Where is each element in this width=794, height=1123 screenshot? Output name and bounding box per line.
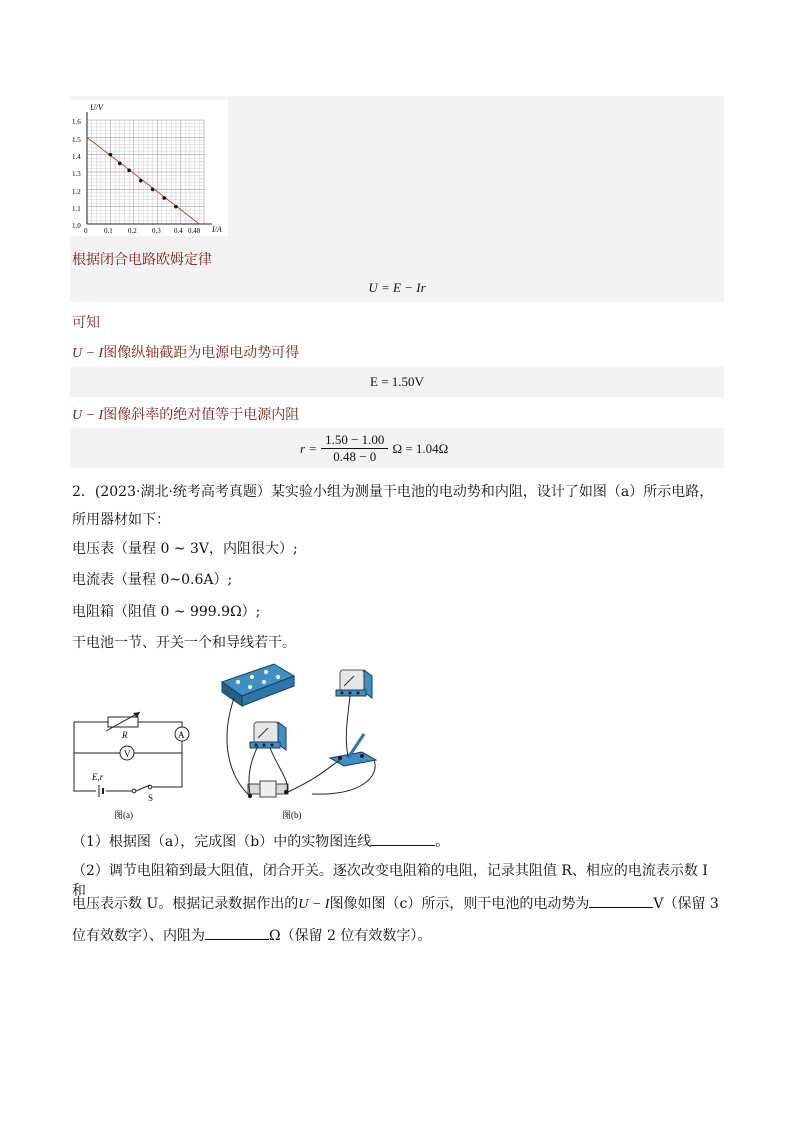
answer-blank-resistance[interactable] xyxy=(205,925,269,940)
x-tick: 0 xyxy=(84,227,88,235)
q2-text-c: 位有效数字）、内阻为 xyxy=(72,928,205,944)
equation-2: E = 1.50V xyxy=(370,374,424,389)
item-resistor-box: 电阻箱（阻值 0 ~ 999.9Ω）; xyxy=(72,604,261,620)
ammeter-label: A xyxy=(178,730,185,740)
y-tick: 1.4 xyxy=(72,153,81,161)
switch-label: S xyxy=(148,793,154,803)
ui-symbol: U − I xyxy=(72,408,104,423)
x-tick: 0.3 xyxy=(152,227,161,235)
apparatus-diagram xyxy=(212,656,392,822)
figure-a-caption: 图(a) xyxy=(114,810,133,820)
x-axis-label: I/A xyxy=(212,225,222,234)
eq3-fraction xyxy=(321,432,388,465)
resistor-label: R xyxy=(122,730,128,740)
y-tick: 1.5 xyxy=(72,136,81,144)
voltmeter-illustration xyxy=(250,722,286,750)
data-point xyxy=(127,168,131,172)
battery-holder-illustration xyxy=(248,781,288,798)
answer-blank-1[interactable] xyxy=(371,831,435,846)
y-tick: 1.6 xyxy=(72,118,81,126)
law-text: 根据闭合电路欧姆定律 xyxy=(72,252,212,268)
slope-desc: 图像斜率的绝对值等于电源内阻 xyxy=(103,407,300,423)
x-tick: 0.48 xyxy=(188,227,201,235)
ui-symbol: U − I xyxy=(298,897,330,912)
item-voltmeter: 电压表（量程 0 ~ 3V，内阻很大）; xyxy=(72,541,298,557)
y-tick: 1.2 xyxy=(72,188,81,196)
question-2-line-3 xyxy=(72,925,431,947)
q2-text-d: Ω（保留 2 位有效数字）。 xyxy=(269,928,432,944)
y-tick: 1.0 xyxy=(72,222,81,230)
equation-3 xyxy=(300,432,448,465)
equation-1: U = E − Ir xyxy=(368,280,426,295)
q2-text-a: 电压表示数 U。根据记录数据作出的 xyxy=(72,896,299,912)
figure-b-caption: 图(b) xyxy=(282,810,302,820)
data-point xyxy=(139,179,143,183)
ammeter-illustration xyxy=(336,670,372,698)
q2-unit-v: V（保留 3 xyxy=(653,896,719,912)
ui-graph xyxy=(70,100,232,240)
battery-label: E,r xyxy=(92,772,104,782)
problem-intro: 2．(2023·湖北·统考高考真题）某实验小组为测量干电池的电动势和内阻，设计了如图（a）所示电路，所用器材如下： xyxy=(72,484,714,528)
data-point xyxy=(151,188,155,192)
x-tick: 0.1 xyxy=(104,227,113,235)
intercept-text xyxy=(72,342,299,362)
kezhi-text: 可知 xyxy=(72,315,100,331)
eq3-numerator: 1.50 − 1.00 xyxy=(321,432,388,449)
x-tick: 0.4 xyxy=(174,227,183,235)
resistance-box-illustration xyxy=(222,664,294,706)
item-battery: 干电池一节、开关一个和导线若干。 xyxy=(72,635,296,651)
data-point xyxy=(118,162,122,166)
eq3-rhs: Ω = 1.04Ω xyxy=(392,440,449,456)
voltmeter-label: V xyxy=(124,749,131,759)
intercept-desc: 图像纵轴截距为电源电动势可得 xyxy=(103,345,300,361)
item-ammeter: 电流表（量程 0~0.6A）; xyxy=(72,572,233,588)
eq3-denominator: 0.48 − 0 xyxy=(333,449,377,464)
switch-illustration xyxy=(330,734,376,766)
q2-text-b: 图像如图（c）所示，则干电池的电动势为 xyxy=(329,896,590,912)
ui-symbol: U − I xyxy=(72,346,104,361)
y-tick: 1.3 xyxy=(72,170,81,178)
circuit-diagram xyxy=(66,700,196,822)
y-axis-label: U/V xyxy=(90,103,103,112)
slope-text xyxy=(72,404,299,424)
question-2-line-1: （2）调节电阻箱到最大阻值，闭合开关。逐次改变电阻箱的电阻，记录其阻值 R、相应的电流表示数 I 和 xyxy=(72,863,708,899)
q1-text: （1）根据图（a），完成图（b）中的实物图连线 xyxy=(72,834,372,850)
data-point xyxy=(109,153,113,157)
eq3-lhs: r = xyxy=(300,440,318,456)
question-1 xyxy=(72,831,449,853)
question-2-line-2 xyxy=(72,893,724,915)
x-tick: 0.2 xyxy=(128,227,137,235)
q1-end: 。 xyxy=(435,834,450,850)
data-point xyxy=(174,205,178,209)
y-tick: 1.1 xyxy=(72,205,81,213)
data-point xyxy=(162,196,166,200)
answer-blank-emf[interactable] xyxy=(589,893,653,908)
